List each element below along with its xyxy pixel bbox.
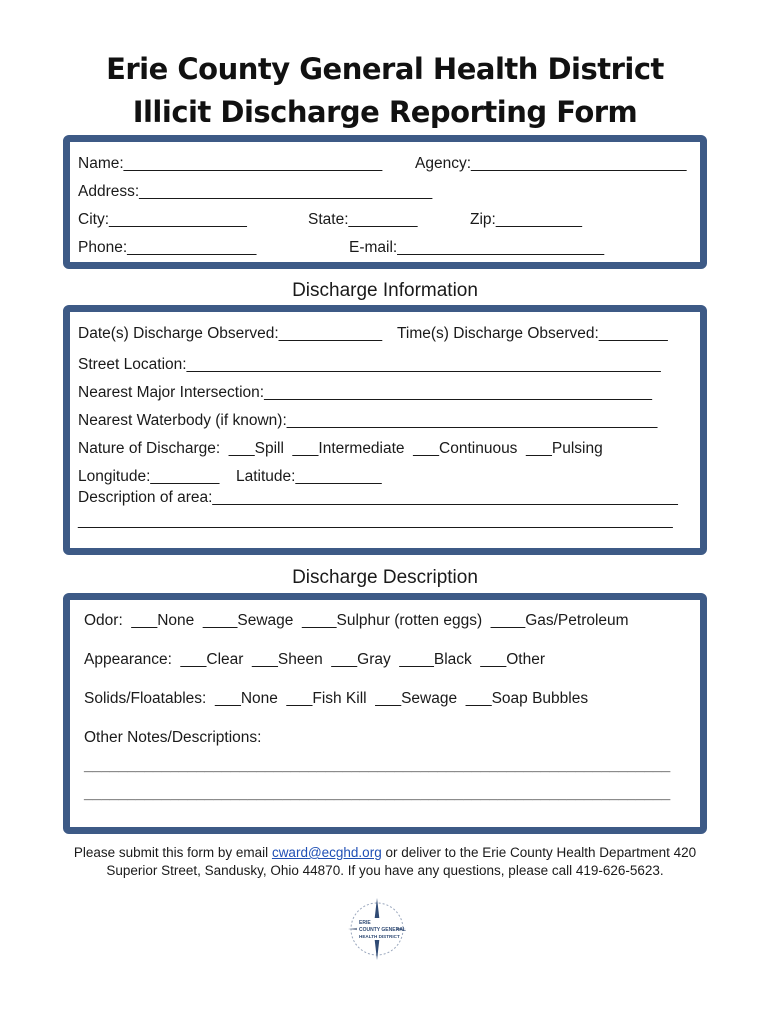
- notes-line-2[interactable]: ____________________________________________________________________: [84, 785, 671, 802]
- email-field[interactable]: E-mail:________________________: [349, 239, 605, 256]
- notes-line-1[interactable]: ____________________________________________________________________: [84, 757, 671, 774]
- footer-text-after: or deliver to the Erie County Health Department 420 Superior Street, Sandusky, Ohio 44870. If you have any questions, please call 419-626-5623.: [106, 845, 697, 878]
- phone-field[interactable]: Phone:_______________: [78, 239, 257, 256]
- discharge-description-heading: Discharge Description: [292, 567, 478, 588]
- logo-line2: COUNTY GENERAL: [359, 927, 406, 933]
- logo-line3: HEALTH DISTRICT: [359, 934, 400, 939]
- longitude-field[interactable]: Longitude:________: [78, 468, 220, 485]
- solids-floatables-field[interactable]: Solids/Floatables: ___None ___Fish Kill ___Sewage ___Soap Bubbles: [84, 690, 589, 707]
- waterbody-field[interactable]: Nearest Waterbody (if known):___________________________________________: [78, 412, 658, 429]
- email-link[interactable]: cward@ecghd.org: [271, 845, 382, 860]
- description-blank-line[interactable]: _____________________________________________________________________: [78, 512, 673, 529]
- name-field[interactable]: Name:______________________________: [78, 155, 383, 172]
- zip-field[interactable]: Zip:__________: [470, 211, 583, 228]
- nature-of-discharge-field[interactable]: Nature of Discharge: ___Spill ___Intermediate ___Continuous ___Pulsing: [78, 440, 603, 457]
- city-field[interactable]: City:________________: [78, 211, 247, 228]
- description-of-area-field[interactable]: Description of area:______________________________________________________: [78, 489, 678, 506]
- page-title-line2: Illicit Discharge Reporting Form: [132, 95, 638, 129]
- address-field[interactable]: Address:__________________________________: [78, 183, 433, 200]
- latitude-field[interactable]: Latitude:__________: [236, 468, 382, 485]
- logo-line1: ERIE: [359, 920, 371, 926]
- compass-logo-icon: [345, 896, 409, 967]
- submission-instructions: [60, 844, 710, 880]
- discharge-information-heading: Discharge Information: [292, 280, 478, 301]
- appearance-field[interactable]: Appearance: ___Clear ___Sheen ___Gray ____Black ___Other: [84, 651, 546, 668]
- page-title-line1: Erie County General Health District: [106, 52, 664, 86]
- odor-field[interactable]: Odor: ___None ____Sewage ____Sulphur (rotten eggs) ____Gas/Petroleum: [84, 612, 629, 629]
- footer-text-before: Please submit this form by email: [73, 845, 272, 860]
- state-field[interactable]: State:________: [308, 211, 418, 228]
- times-observed-field[interactable]: Time(s) Discharge Observed:________: [397, 325, 668, 342]
- intersection-field[interactable]: Nearest Major Intersection:_____________________________________________: [78, 384, 652, 401]
- street-location-field[interactable]: Street Location:_______________________________________________________: [78, 356, 661, 373]
- agency-field[interactable]: Agency:_________________________: [415, 155, 687, 172]
- dates-observed-field[interactable]: Date(s) Discharge Observed:____________: [78, 325, 383, 342]
- other-notes-label: Other Notes/Descriptions:: [84, 729, 262, 746]
